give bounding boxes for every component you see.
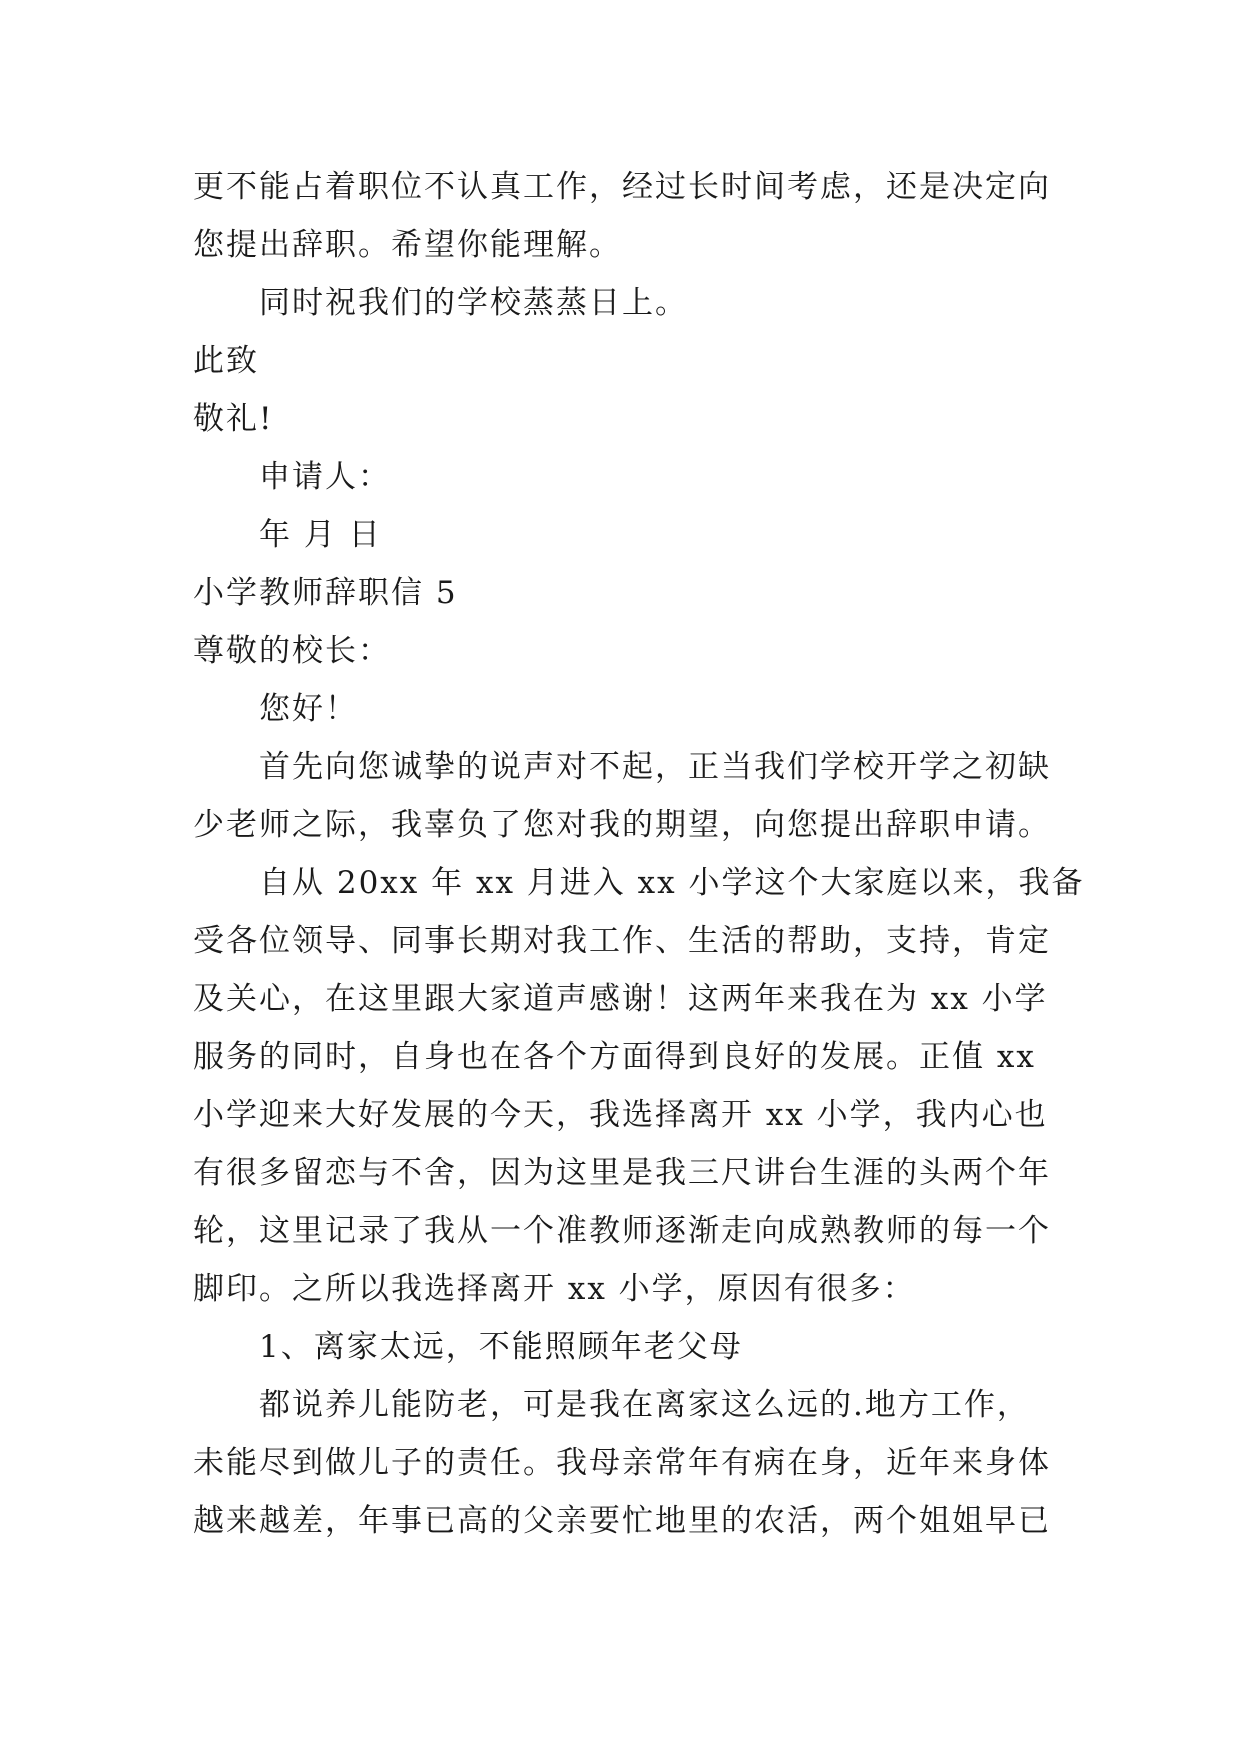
text-line: 首先向您诚挚的说声对不起，正当我们学校开学之初缺 [259,749,1051,785]
applicant-label: 申请人： [259,459,391,495]
letter-addressee: 尊敬的校长： [193,633,391,669]
numbered-reason: 1、离家太远，不能照顾年老父母 [259,1329,743,1365]
text-line: 都说养儿能防老，可是我在离家这么远的.地方工作， [259,1387,1030,1423]
text-line: 及关心，在这里跟大家道声感谢！这两年来我在为 xx 小学 [193,981,1048,1017]
section-title: 小学教师辞职信 5 [193,575,458,611]
text-line: 越来越差，年事已高的父亲要忙地里的农活，两个姐姐早已 [193,1503,1051,1539]
text-line: 未能尽到做儿子的责任。我母亲常年有病在身，近年来身体 [193,1445,1051,1481]
text-line: 服务的同时，自身也在各个方面得到良好的发展。正值 xx [193,1039,1036,1075]
closing-respect: 敬礼! [193,401,274,437]
text-line: 您提出辞职。希望你能理解。 [193,227,622,263]
text-line: 更不能占着职位不认真工作，经过长时间考虑，还是决定向 [193,169,1051,205]
text-line: 轮，这里记录了我从一个准教师逐渐走向成熟教师的每一个 [193,1213,1051,1249]
greeting: 您好！ [259,691,358,727]
date-line: 年 月 日 [259,517,382,553]
text-line: 受各位领导、同事长期对我工作、生活的帮助，支持，肯定 [193,923,1051,959]
text-line: 有很多留恋与不舍，因为这里是我三尺讲台生涯的头两个年 [193,1155,1051,1191]
text-line: 同时祝我们的学校蒸蒸日上。 [259,285,688,321]
text-line: 脚印。之所以我选择离开 xx 小学，原因有很多： [193,1271,916,1307]
text-line: 少老师之际，我辜负了您对我的期望，向您提出辞职申请。 [193,807,1051,843]
text-line: 自从 20xx 年 xx 月进入 xx 小学这个大家庭以来，我备 [259,865,1085,901]
text-line: 小学迎来大好发展的今天，我选择离开 xx 小学，我内心也 [193,1097,1048,1133]
closing-salutation: 此致 [193,343,259,379]
